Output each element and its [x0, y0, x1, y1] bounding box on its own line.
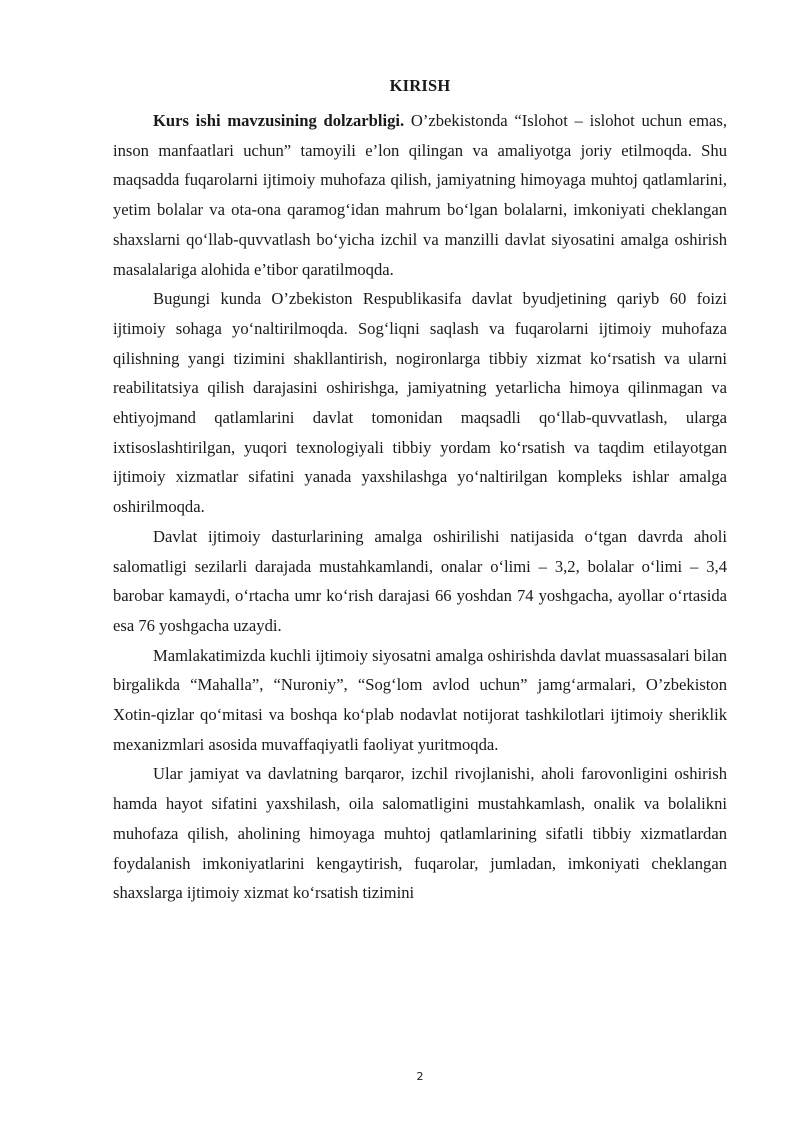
page-number: 2 [416, 1070, 424, 1083]
page-heading: KIRISH [389, 76, 451, 95]
paragraph-budget [113, 284, 727, 522]
paragraph-text: Davlat ijtimoiy dasturlarining amalga oshirilishi natijasida o‘tgan davrda aholi salomatligi sezilarli darajada mustahkamlandi, onalar o‘limi – 3,2, bolalar o‘limi – 3,4 barobar kamaydi, o‘rtacha umr ko‘rish darajasi 66 yoshdan 74 yoshgacha, ayollar o‘rtasida esa 76 yoshgacha uzaydi. [113, 526, 727, 635]
body-text [113, 106, 727, 908]
paragraph-text: Mamlakatimizda kuchli ijtimoiy siyosatni amalga oshirishda davlat muassasalari bilan birgalikda “Mahalla”, “Nuroniy”, “Sog‘lom avlod uchun” jamg‘armalari, O’zbekiston Xotin-qizlar qo‘mitasi va boshqa ko‘plab nodavlat notijorat tashkilotlari ijtimoiy sheriklik mexanizmlari asosida muvaffaqiyatli faoliyat yuritmoqda. [113, 645, 727, 754]
paragraph-relevance [113, 106, 727, 284]
paragraph-lead: Kurs ishi mavzusining dolzarbligi. [153, 111, 405, 130]
paragraph-health-results [113, 522, 727, 641]
paragraph-text: Ular jamiyat va davlatning barqaror, izchil rivojlanishi, aholi farovonligini oshirish hamda hayot sifatini yaxshilash, oila salomatligini mustahkamlash, onalik va bolalikni muhofaza qilish, aholining himoyaga muhtoj qatlamlarining sifatli tibbiy xizmatlardan foydalanish imkoniyatlarini kengaytirish, fuqarolar, jumladan, imkoniyati cheklangan shaxslarga ijtimoiy xizmat ko‘rsatish tizimini [113, 764, 727, 903]
paragraph-organizations [113, 641, 727, 760]
paragraph-text: Bugungi kunda O’zbekiston Respublikasifa davlat byudjetining qariyb 60 foizi ijtimoiy sohaga yo‘naltirilmoqda. Sog‘liqni saqlash va fuqarolarni ijtimoiy muhofaza qilishning yangi tizimini shakllantirish, nogironlarga tibbiy xizmat ko‘rsatish va ularni reabilitatsiya qilish darajasini oshirishga, jamiyatning yetarlicha himoya qilinmagan va ehtiyojmand qatlamlarini davlat tomonidan maqsadli qo‘llab-quvvatlash, ularga ixtisoslashtirilgan, yuqori texnologiyali tibbiy yordam ko‘rsatish va taqdim etilayotgan ijtimoiy xizmatlar sifatini yanada yaxshilashga yo‘naltirilgan kompleks ishlar amalga oshirilmoqda. [113, 289, 727, 517]
paragraph-goals [113, 759, 727, 908]
paragraph-text: O’zbekistonda “Islohot – islohot uchun emas, inson manfaatlari uchun” tamoyili e’lon qilingan va amaliyotga joriy etilmoqda. Shu maqsadda fuqarolarni ijtimoiy muhofaza qilish, jamiyatning himoyaga muhtoj qatlamlarini, yetim bolalar va ota-ona qaramog‘idan mahrum bo‘lgan bolalarni, imkoniyati cheklangan shaxslarni qo‘llab-quvvatlash bo‘yicha izchil va manzilli davlat siyosatini amalga oshirish masalalariga alohida e’tibor qaratilmoqda. [113, 111, 728, 279]
